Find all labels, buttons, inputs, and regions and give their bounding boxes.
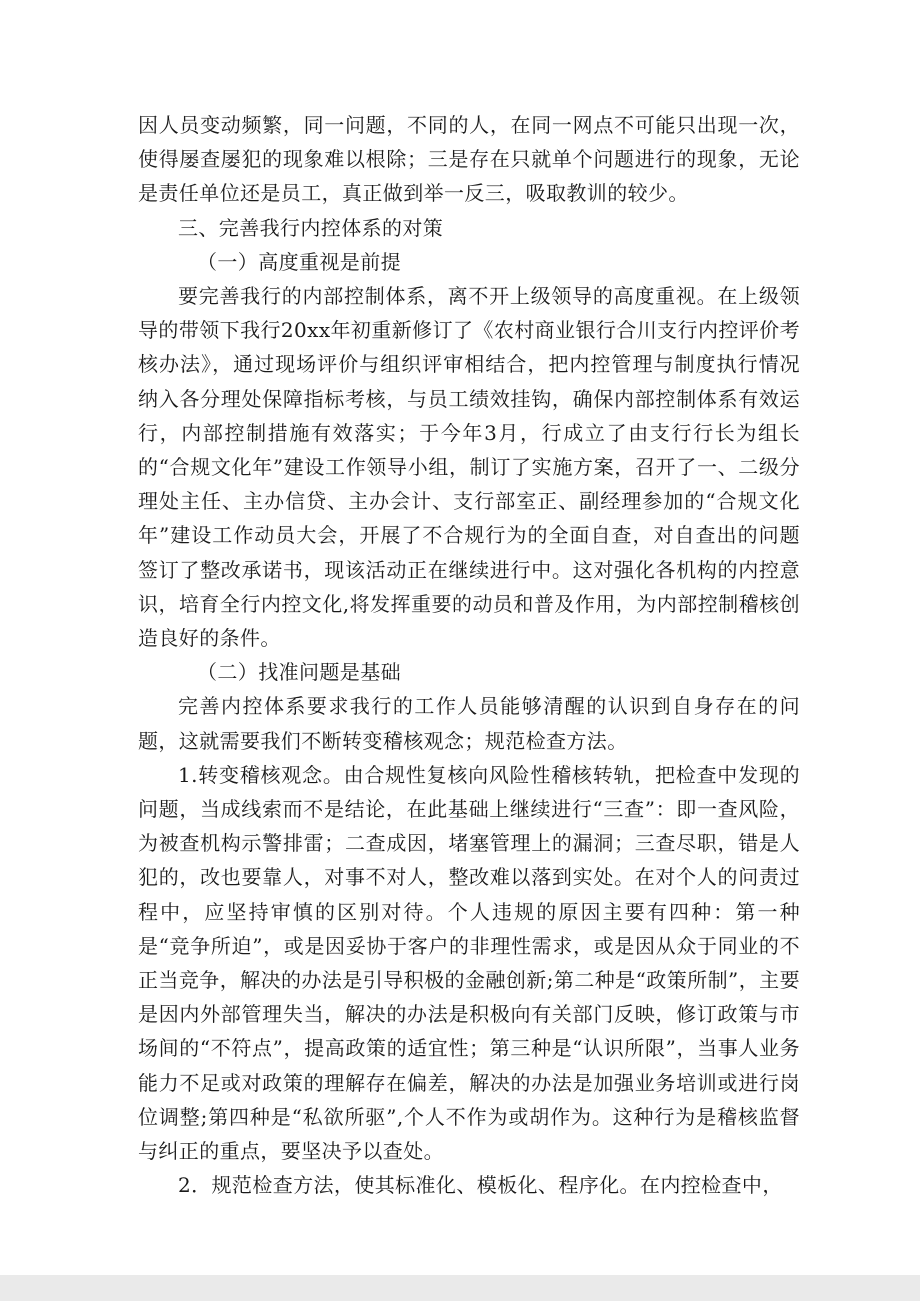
subsection-heading-2: （二）找准问题是基础	[197, 660, 401, 685]
document-body	[138, 108, 800, 1203]
paragraph-leadership: 要完善我行的内部控制体系，离不开上级领导的高度重视。在上级领导的带领下我行20xx年初重新修订了《农村商业银行合川支行内控评价考核办法》，通过现场评价与组织评审相结合，把内控管理与制度执行情况纳入各分理处保障指标考核，与员工绩效挂钩，确保内部控制体系有效运行，内部控制措施有效落实；于今年3月，行成立了由支行行长为组长的“合规文化年”建设工作领导小组，制订了实施方案，召开了一、二级分理处主任、主办信贷、主办会计、支行部室正、副经理参加的“合规文化年”建设工作动员大会，开展了不合规行为的全面自查，对自查出的问题签订了整改承诺书，现该活动正在继续进行中。这对强化各机构的内控意识，培育全行内控文化,将发挥重要的动员和普及作用，为内部控制稽核创造良好的条件。	[138, 284, 800, 651]
paragraph-continued: 因人员变动频繁，同一问题，不同的人，在同一网点不可能只出现一次，使得屡查屡犯的现象难以根除；三是存在只就单个问题进行的现象，无论是责任单位还是员工，真正做到举一反三，吸取教训的较少。	[138, 113, 800, 206]
footer-bar	[0, 1275, 920, 1301]
subsection-heading-1: （一）高度重视是前提	[197, 249, 401, 274]
paragraph-item-2: 2．规范检查方法，使其标准化、模板化、程序化。在内控检查中，	[178, 1173, 783, 1198]
paragraph-identify-problems: 完善内控体系要求我行的工作人员能够清醒的认识到自身存在的问题，这就需要我们不断转变稽核观念；规范检查方法。	[138, 694, 800, 753]
paragraph-item-1: 1.转变稽核观念。由合规性复核向风险性稽核转轨，把检查中发现的问题，当成线索而不是结论，在此基础上继续进行“三查”：即一查风险，为被查机构示警排雷；二查成因，堵塞管理上的漏洞；三查尽职，错是人犯的，改也要靠人，对事不对人，整改难以落到实处。在对个人的问责过程中，应坚持审慎的区别对待。个人违规的原因主要有四种：第一种是“竞争所迫”，或是因妥协于客户的非理性需求，或是因从众于同业的不正当竞争，解决的办法是引导积极的金融创新;第二种是“政策所制”，主要是因内外部管理失当，解决的办法是积极向有关部门反映，修订政策与市场间的“不符点”，提高政策的适宜性；第三种是“认识所限”，当事人业务能力不足或对政策的理解存在偏差，解决的办法是加强业务培训或进行岗位调整;第四种是“私欲所驱”,个人不作为或胡作为。这种行为是稽核监督与纠正的重点，要坚决予以查处。	[138, 762, 800, 1164]
section-heading-3: 三、完善我行内控体系的对策	[178, 215, 444, 240]
